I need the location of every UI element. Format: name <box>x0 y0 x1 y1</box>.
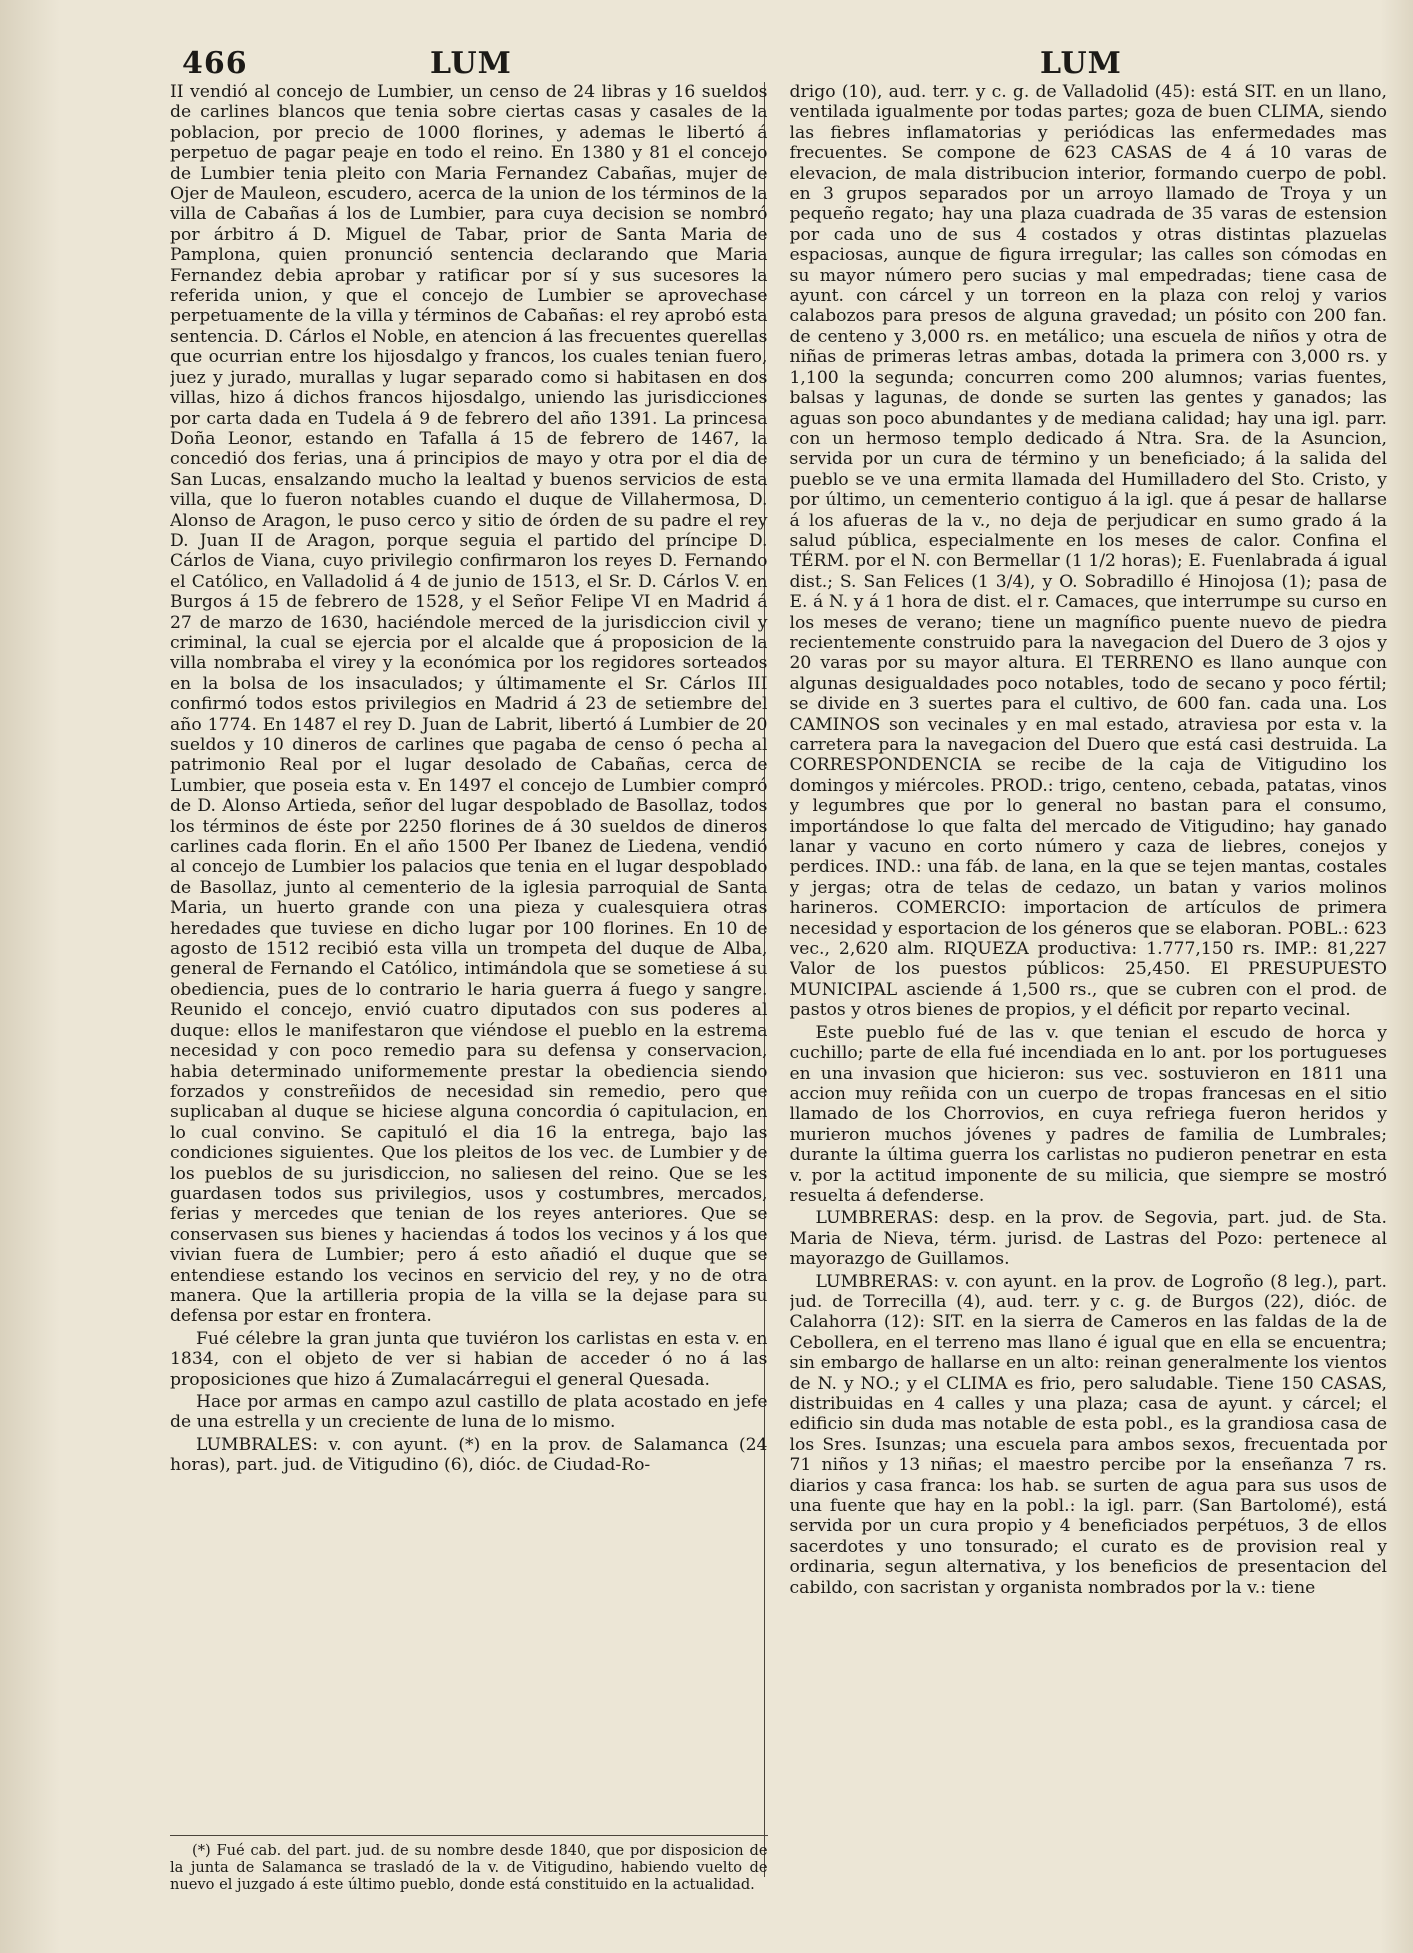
running-header <box>160 46 1385 86</box>
entry-lumbrales-continued: drigo (10), aud. terr. y c. g. de Valladolid (45): está SIT. en un llano, ventilada igualmente por todas partes; goza de buen CLIMA, siendo las fiebres inflamatorias y periódicas las enfermedades mas frecuentes. Se compone de 623 CASAS de 4 á 10 varas de elevacion, de mala distribucion interior, formando cuerpo de pobl. en 3 grupos separados por un arroyo llamado de Troya y un pequeño regato; hay una plaza cuadrada de 35 varas de estension por cada uno de sus 4 costados y otras distintas plazuelas espaciosas, aunque de figura irregular; las calles son cómodas en su mayor número pero sucias y mal empedradas; tiene casa de ayunt. con cárcel y un torreon en la plaza con reloj y varios calabozos para presos de alguna gravedad; un pósito con 200 fan. de centeno y 3,000 rs. en metálico; una escuela de niños y otra de niñas de primeras letras ambas, dotada la primera con 3,000 rs. y 1,100 la segunda; concurren como 200 alumnos; varias fuentes, balsas y lagunas, de donde se surten las gentes y ganados; las aguas son poco abundantes y de mediana calidad; hay una igl. parr. con un hermoso templo dedicado á Ntra. Sra. de la Asuncion, servida por un cura de término y un beneficiado; á la salida del pueblo se ve una ermita llamada del Humilladero del Sto. Cristo, y por último, un cementerio contiguo á la igl. que á pesar de hallarse á los afueras de la v., no deja de perjudicar en sumo grado á la salud pública, especialmente en los meses de calor. Confina el TÉRM. por el N. con Bermellar (1 1/2 horas); E. Fuenlabrada á igual dist.; S. San Felices (1 3/4), y O. Sobradillo é Hinojosa (1); pasa de E. á N. y á 1 hora de dist. el r. Camaces, que interrumpe su curso en los meses de verano; tiene un magnífico puente nuevo de piedra recientemente construido para la navegacion del Duero de 3 ojos y 20 varas por su mayor altura. El TERRENO es llano aunque con algunas desigualdades poco notables, todo de secano y poco fértil; se divide en 3 suertes para el cultivo, de 600 fan. cada una. Los CAMINOS son vecinales y en mal estado, atraviesa por esta v. la carretera para la navegacion del Duero que está casi destruida. La CORRESPONDENCIA se recibe de la caja de Vitigudino los domingos y miércoles. PROD.: trigo, centeno, cebada, patatas, vinos y legumbres que por lo general no bastan para el consumo, importándose lo que falta del mercado de Vitigudino; hay ganado lanar y vacuno en corto número y caza de liebres, conejos y perdices. IND.: una fáb. de lana, en la que se tejen mantas, costales y jergas; otra de telas de cedazo, un batan y varios molinos harineros. COMERCIO: importacion de artículos de primera necesidad y esportacion de los géneros que se elaboran. POBL.: 623 vec., 2,620 alm. RIQUEZA productiva: 1.777,150 rs. IMP.: 81,227 Valor de los puestos públicos: 25,450. El PRESUPUESTO MUNICIPAL asciende á 1,500 rs., que se cubren con el prod. de pastos y otros bienes de propios, y el déficit por reparto vecinal. <box>789 82 1387 1021</box>
footnote <box>170 1835 768 1893</box>
footnote-text: (*) Fué cab. del part. jud. de su nombre desde 1840, que por disposicion de la junta de Salamanca se trasladó de la v. de Vitigudino, habiendo vuelto de nuevo el juzgado á este último pueblo, donde está constituido en la actualidad. <box>170 1842 768 1893</box>
left-running-word: LUM <box>430 46 512 81</box>
left-column <box>170 82 768 1893</box>
text-columns <box>170 82 1387 1893</box>
entry-lumbier-arms: Hace por armas en campo azul castillo de plata acostado en jefe de una estrella y un creciente de luna de lo mismo. <box>170 1392 768 1433</box>
entry-lumbier-carlist-junta: Fué célebre la gran junta que tuviéron los carlistas en esta v. en 1834, con el objeto de ver si habian de acceder ó no á las proposiciones que hizo á Zumalacárregui el general Quesada. <box>170 1328 768 1390</box>
entry-lumbrales-start: LUMBRALES: v. con ayunt. (*) en la prov. de Salamanca (24 horas), part. jud. de Vitigudino (6), dióc. de Ciudad-Ro- <box>170 1434 768 1476</box>
right-running-word: LUM <box>1040 46 1122 81</box>
entry-lumbier-history: II vendió al concejo de Lumbier, un censo de 24 libras y 16 sueldos de carlines blancos que tenia sobre ciertas casas y casales de la poblacion, por precio de 1000 florines, y ademas le libertó á perpetuo de pagar peaje en todo el reino. En 1380 y 81 el concejo de Lumbier tenia pleito con Maria Fernandez Cabañas, mujer de Ojer de Mauleon, escudero, acerca de la union de los términos de la villa de Cabañas á los de Lumbier, para cuya decision se nombró por árbitro á D. Miguel de Tabar, prior de Santa Maria de Pamplona, quien pronunció sentencia declarando que Maria Fernandez debia aprobar y ratificar por sí y sus sucesores la referida union, y que el concejo de Lumbier se aprovechase perpetuamente de la villa y términos de Cabañas: el rey aprobó esta sentencia. D. Cárlos el Noble, en atencion á las frecuentes querellas que ocurrian entre los hijosdalgo y francos, los cuales tenian fuero, juez y jurado, murallas y lugar separado como si habitasen en dos villas, hizo á dichos francos hijosdalgo, uniendo las jurisdicciones por carta dada en Tudela á 9 de febrero del año 1391. La princesa Doña Leonor, estando en Tafalla á 15 de febrero de 1467, la concedió dos ferias, una á principios de mayo y otra por el dia de San Lucas, ensalzando mucho la lealtad y buenos servicios de esta villa, que lo fueron notables cuando el duque de Villahermosa, D. Alonso de Aragon, le puso cerco y sitio de órden de su padre el rey D. Juan II de Aragon, porque seguia el partido del príncipe D. Cárlos de Viana, cuyo privilegio confirmaron los reyes D. Fernando el Católico, en Valladolid á 4 de junio de 1513, el Sr. D. Cárlos V. en Burgos á 15 de febrero de 1528, y el Señor Felipe VI en Madrid á 27 de marzo de 1630, haciéndole merced de la jurisdiccion civil y criminal, la cual se ejercia por el alcalde que á proposicion de la villa nombraba el virey y la económica por los regidores sorteados en la bolsa de los insaculados; y últimamente el Sr. Cárlos III confirmó todos estos privilegios en Madrid á 23 de setiembre del año 1774. En 1487 el rey D. Juan de Labrit, libertó á Lumbier de 20 sueldos y 10 dineros de carlines que pagaba de censo ó pecha al patrimonio Real por el lugar desolado de Cabañas, cerca de Lumbier, que poseia esta v. En 1497 el concejo de Lumbier compró de D. Alonso Artieda, señor del lugar despoblado de Basollaz, todos los términos de éste por 2250 florines de á 30 sueldos de dineros carlines cada florin. En el año 1500 Per Ibanez de Liedena, vendió al concejo de Lumbier los palacios que tenia en el lugar despoblado de Basollaz, junto al cementerio de la iglesia parroquial de Santa Maria, un huerto grande con una pieza y cualesquiera otras heredades que tuviese en dicho lugar por 100 florines. En 10 de agosto de 1512 recibió esta villa un trompeta del duque de Alba, general de Fernando el Católico, intimándola que se sometiese á su obediencia, pues de lo contrario le haria guerra á fuego y sangre. Reunido el concejo, envió cuatro diputados con sus poderes al duque: ellos le manifestaron que viéndose el pueblo en la estrema necesidad y con poco remedio para su defensa y conservacion, habia determinado uniformemente prestar la obediencia siendo forzados y constreñidos de necesidad sin remedio, pero que suplicaban al duque se hiciese alguna concordia ó capitulacion, en lo cual convino. Se capituló el dia 16 la entrega, bajo las condiciones siguientes. Que los pleitos de los vec. de Lumbier y de los pueblos de su jurisdiccion, no saliesen del reino. Que se les guardasen todos sus privilegios, usos y costumbres, mercados, ferias y mercedes que tenian de los reyes anteriores. Que se conservasen sus bienes y haciendas á todos los vecinos y á los que vivian fuera de Lumbier; pero á esto añadió el duque que se entendiese estando los vecinos en servicio del rey, y no de otra manera. Que la artilleria propia de la villa se la dejase para su defensa por estar en frontera. <box>170 82 768 1327</box>
entry-lumbreras-segovia: LUMBRERAS: desp. en la prov. de Segovia, part. jud. de Sta. Maria de Nieva, térm. jurisd. de Lastras del Pozo: pertenece al mayorazgo de Guillamos. <box>789 1208 1387 1270</box>
entry-lumbreras-logrono: LUMBRERAS: v. con ayunt. en la prov. de Logroño (8 leg.), part. jud. de Torrecilla (4), aud. terr. y c. g. de Burgos (22), dióc. de Calahorra (12): SIT. en la sierra de Cameros en las faldas de la de Cebollera, en el terreno mas llano é igual que en ella se encuentra; sin embargo de hallarse en un alto: reinan generalmente los vientos de N. y NO.; y el CLIMA es frio, pero saludable. Tiene 150 CASAS, distribuidas en 4 calles y una plaza; casa de ayunt. y cárcel; el edificio sin duda mas notable de esta pobl., es la grandiosa casa de los Sres. Isunzas; una escuela para ambos sexos, frecuentada por 71 niños y 13 niñas; el maestro percibe por la enseñanza 7 rs. diarios y casa franca: los hab. se surten de agua para sus usos de una fuente que hay en la pobl.: la igl. parr. (San Bartolomé), está servida por un cura propio y 4 beneficiados perpétuos, 3 de ellos sacerdotes y uno tonsurado; el curato es de provision real y ordinaria, segun alternativa, y los beneficios de presentacion del cabildo, con sacristan y organista nombrados por la v.: tiene <box>789 1271 1387 1598</box>
right-column <box>790 82 1388 1893</box>
page-number: 466 <box>182 46 248 81</box>
entry-lumbrales-history: Este pueblo fué de las v. que tenian el escudo de horca y cuchillo; parte de ella fué incendiada en lo ant. por los portugueses en una invasion que hicieron: sus vec. sostuvieron en 1811 una accion muy reñida con un cuerpo de tropas francesas en el sitio llamado de los Chorrovios, en cuya refriega fueron heridos y murieron muchos jóvenes y padres de familia de Lumbrales; durante la última guerra los carlistas no pudieron penetrar en esta v. por la actitud imponente de su milicia, que siempre se mostró resuelta á defenderse. <box>789 1022 1387 1206</box>
